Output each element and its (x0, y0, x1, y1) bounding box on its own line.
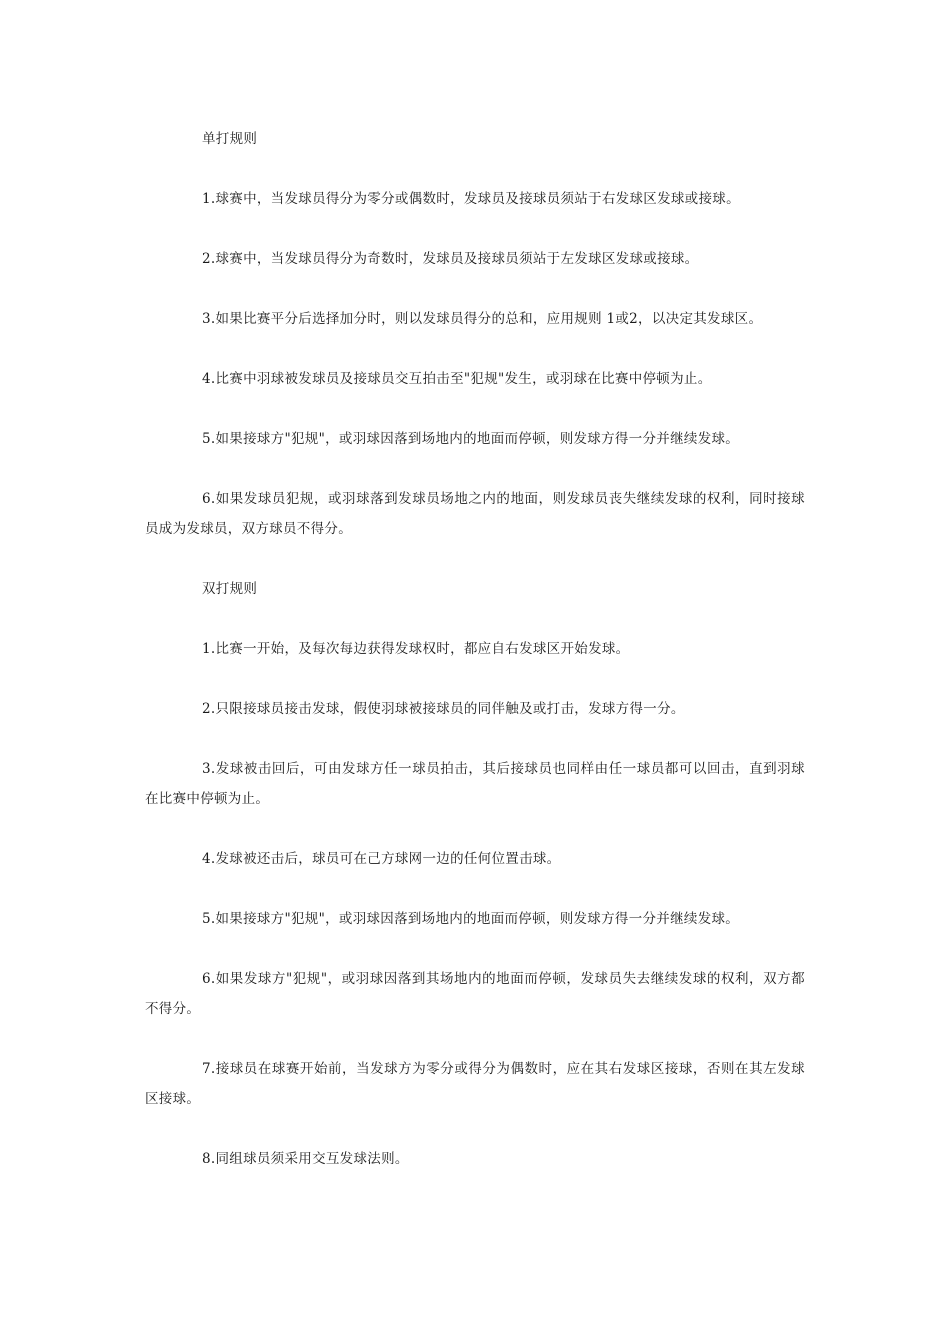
doubles-rule-5: 5.如果接球方"犯规"，或羽球因落到场地内的地面而停顿，则发球方得一分并继续发球。 (202, 911, 740, 927)
doubles-rule-7: 7.接球员在球赛开始前，当发球方为零分或得分为偶数时，应在其右发球区接球，否则在其左发球区接球。 (145, 1061, 805, 1107)
doubles-rule-1: 1.比赛一开始，及每次每边获得发球权时，都应自右发球区开始发球。 (202, 641, 630, 657)
singles-rule-6: 6.如果发球员犯规，或羽球落到发球员场地之内的地面，则发球员丧失继续发球的权利，同时接球员成为发球员，双方球员不得分。 (145, 491, 805, 537)
singles-heading: 单打规则 (202, 131, 258, 147)
doubles-rule-6: 6.如果发球方"犯规"，或羽球因落到其场地内的地面而停顿，发球员失去继续发球的权利，双方都不得分。 (145, 971, 805, 1017)
doubles-rule-4: 4.发球被还击后，球员可在己方球网一边的任何位置击球。 (202, 851, 561, 867)
doubles-rule-8: 8.同组球员须采用交互发球法则。 (202, 1151, 409, 1167)
singles-rule-4: 4.比赛中羽球被发球员及接球员交互拍击至"犯规"发生，或羽球在比赛中停顿为止。 (202, 371, 712, 387)
singles-rule-2: 2.球赛中，当发球员得分为奇数时，发球员及接球员须站于左发球区发球或接球。 (202, 251, 699, 267)
singles-rule-3: 3.如果比赛平分后选择加分时，则以发球员得分的总和，应用规则 1或2，以决定其发球区。 (202, 311, 763, 327)
singles-rule-1: 1.球赛中，当发球员得分为零分或偶数时，发球员及接球员须站于右发球区发球或接球。 (202, 191, 740, 207)
document-body (145, 124, 805, 1174)
doubles-rule-3: 3.发球被击回后，可由发球方任一球员拍击，其后接球员也同样由任一球员都可以回击，直到羽球在比赛中停顿为止。 (145, 761, 805, 807)
doubles-rule-2: 2.只限接球员接击发球，假使羽球被接球员的同伴触及或打击，发球方得一分。 (202, 701, 685, 717)
singles-rule-5: 5.如果接球方"犯规"，或羽球因落到场地内的地面而停顿，则发球方得一分并继续发球。 (202, 431, 740, 447)
doubles-heading: 双打规则 (202, 581, 258, 597)
